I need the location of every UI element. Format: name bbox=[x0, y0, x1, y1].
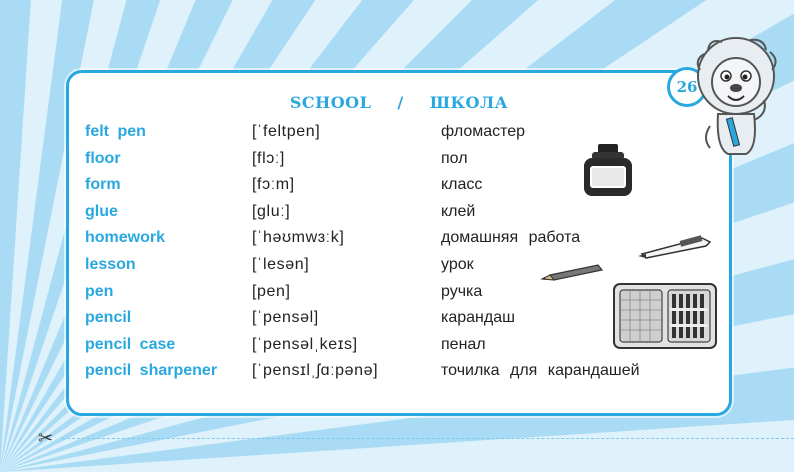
vocabulary-row bbox=[69, 358, 729, 384]
title-english: SCHOOL bbox=[289, 93, 372, 112]
page-number-badge: 26 bbox=[667, 67, 707, 107]
russian-translation: класс bbox=[441, 176, 483, 194]
title-separator: / bbox=[397, 93, 404, 112]
english-word: pencil sharpener bbox=[85, 362, 218, 380]
title-russian: ШКОЛА bbox=[429, 93, 509, 112]
pencil-icon bbox=[540, 262, 606, 282]
transcription: [ˈhəʊmwɜːk] bbox=[252, 229, 345, 247]
scissors-icon: ✂ bbox=[38, 428, 54, 448]
english-word: form bbox=[85, 176, 121, 194]
russian-translation: пол bbox=[441, 149, 468, 167]
english-word: felt pen bbox=[85, 123, 146, 140]
transcription: [ˈpensəlˌkeɪs] bbox=[252, 335, 358, 353]
transcription: [ˈpensəl] bbox=[252, 309, 319, 327]
english-word: pencil bbox=[85, 309, 132, 327]
english-word: floor bbox=[85, 149, 121, 167]
vocabulary-card bbox=[66, 70, 732, 416]
vocabulary-row bbox=[69, 225, 729, 251]
transcription: [fɔːm] bbox=[252, 176, 295, 194]
english-word: lesson bbox=[85, 256, 136, 273]
russian-translation: пенал bbox=[441, 335, 486, 353]
russian-translation: фломастер bbox=[441, 123, 526, 140]
transcription: [pen] bbox=[252, 282, 291, 300]
english-word: pen bbox=[85, 282, 114, 300]
russian-translation: точилка для карандашей bbox=[441, 362, 640, 380]
english-word: homework bbox=[85, 229, 166, 247]
russian-translation: домашняя работа bbox=[441, 229, 581, 247]
english-word: glue bbox=[85, 202, 118, 220]
russian-translation: ручка bbox=[441, 282, 483, 300]
pen-icon bbox=[636, 232, 716, 260]
russian-translation: клей bbox=[441, 202, 476, 220]
pencil-case-icon bbox=[612, 280, 718, 352]
transcription: [gluː] bbox=[252, 202, 291, 220]
vocabulary-row bbox=[69, 252, 729, 278]
cut-line bbox=[62, 438, 794, 439]
card-title bbox=[69, 93, 729, 112]
transcription: [ˈpensɪlˌʃɑːpənə] bbox=[252, 362, 379, 380]
lion-mascot-icon bbox=[688, 30, 788, 160]
russian-translation: карандаш bbox=[441, 309, 515, 327]
english-word: pencil case bbox=[85, 335, 176, 353]
russian-translation: урок bbox=[441, 256, 474, 273]
transcription: [ˈfeltpen] bbox=[252, 123, 321, 140]
transcription: [flɔː] bbox=[252, 149, 285, 167]
transcription: [ˈlesən] bbox=[252, 256, 310, 273]
vocabulary-row bbox=[69, 199, 729, 225]
glue-bottle-icon bbox=[580, 140, 636, 200]
